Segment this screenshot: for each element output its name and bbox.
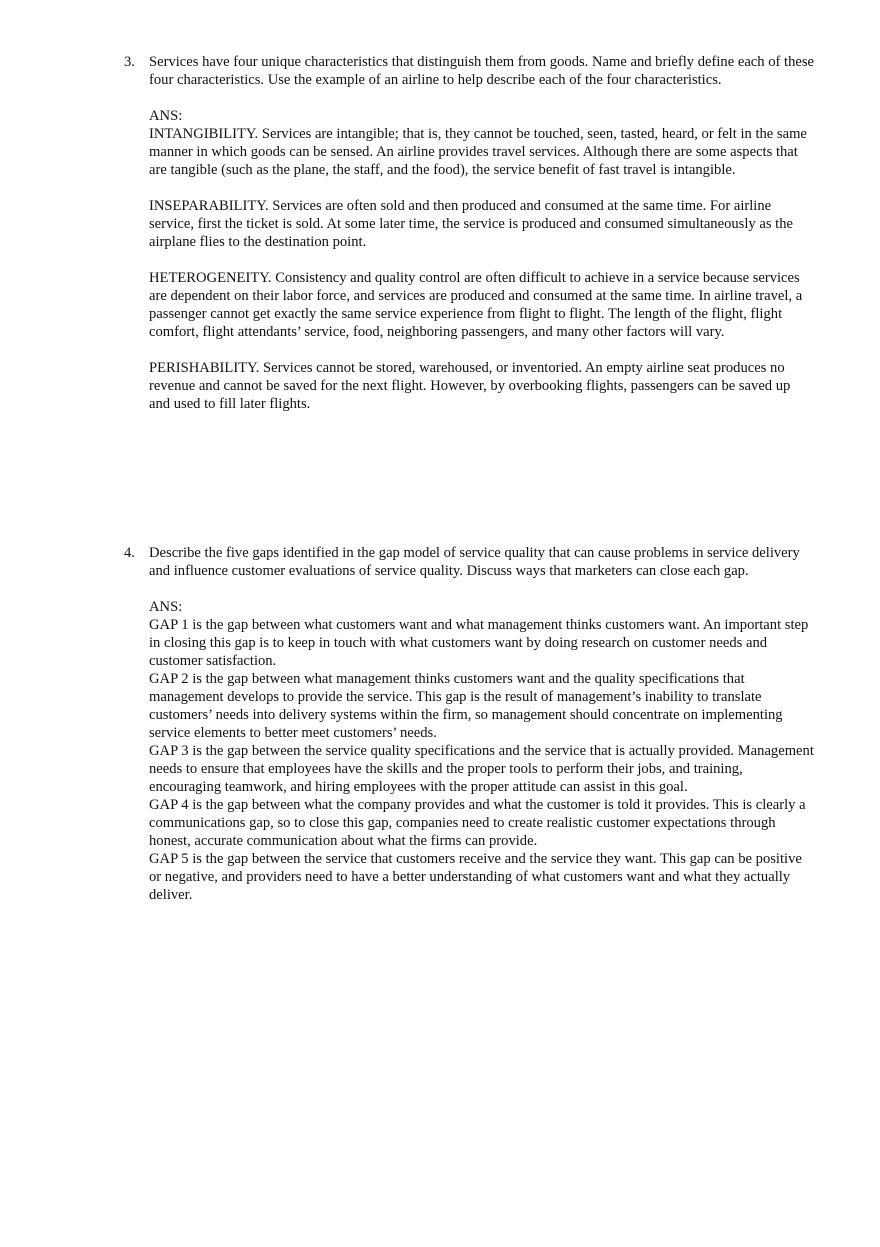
question-4-prompt-row xyxy=(124,544,814,580)
question-3-prompt: Services have four unique characteristics that distinguish them from goods. Name and briefly define each of these four characteristics. Use the example of an airline to help describe each of the four characteristics. xyxy=(149,54,815,88)
answer-inseparability: INSEPARABILITY. Services are often sold and then produced and consumed at the same time. For airline service, first the ticket is sold. At some later time, the service is produced and consumed simultaneously as the airplane flies to the destination point. xyxy=(149,198,793,250)
answer-perishability: PERISHABILITY. Services cannot be stored, warehoused, or inventoried. An empty airline seat produces no revenue and cannot be saved for the next flight. However, by overbooking flights, passengers can be saved up and used to fill later flights. xyxy=(149,360,791,412)
answer-heterogeneity: HETEROGENEITY. Consistency and quality control are often difficult to achieve in a service because services are dependent on their labor force, and services are produced and consumed at the same time. In airline travel, a passenger cannot get exactly the same service experience from flight to flight. The length of the flight, flight comfort, flight attendants’ service, food, neighboring passengers, and many other factors will vary. xyxy=(149,270,803,340)
answer-gap-1: GAP 1 is the gap between what customers want and what management thinks customers want. An important step in closing this gap is to keep in touch with what customers want by doing research on customer needs and customer satisfaction. xyxy=(149,617,809,669)
question-3-answer xyxy=(149,107,814,413)
answer-intangibility: INTANGIBILITY. Services are intangible; that is, they cannot be touched, seen, tasted, heard, or felt in the same manner in which goods can be sensed. An airline provides travel services. Although there are some aspects that are tangible (such as the plane, the staff, and the food), the service benefit of fast travel is intangible. xyxy=(149,126,807,178)
answer-gap-3: GAP 3 is the gap between the service quality specifications and the service that is actually provided. Management needs to ensure that employees have the skills and the proper tools to perform their jobs, and training, encouraging teamwork, and hiring employees with the proper attitude can assist in this goal. xyxy=(149,743,814,795)
question-3-answer-label: ANS: xyxy=(149,108,183,124)
question-4 xyxy=(124,544,814,904)
question-3-number: 3. xyxy=(124,54,135,70)
question-3 xyxy=(124,53,814,413)
answer-gap-5: GAP 5 is the gap between the service that customers receive and the service they want. This gap can be positive or negative, and providers need to have a better understanding of what customers want and what they actually deliver. xyxy=(149,851,802,903)
answer-gap-4: GAP 4 is the gap between what the company provides and what the customer is told it provides. This is clearly a communications gap, so to close this gap, companies need to create realistic customer expectations through honest, accurate communication about what the firms can provide. xyxy=(149,797,806,849)
question-4-prompt: Describe the five gaps identified in the gap model of service quality that can cause problems in service delivery and influence customer evaluations of service quality. Discuss ways that marketers can close each gap. xyxy=(149,545,800,579)
question-4-answer-label: ANS: xyxy=(149,599,183,615)
question-4-number: 4. xyxy=(124,545,135,561)
question-4-answer xyxy=(149,598,814,904)
answer-gap-2: GAP 2 is the gap between what management thinks customers want and the quality specifications that management develops to provide the service. This gap is the result of management’s inability to translate customers’ needs into delivery systems within the firm, so management should concentrate on implementing service elements to better meet customers’ needs. xyxy=(149,671,783,741)
question-3-prompt-row xyxy=(124,53,814,89)
